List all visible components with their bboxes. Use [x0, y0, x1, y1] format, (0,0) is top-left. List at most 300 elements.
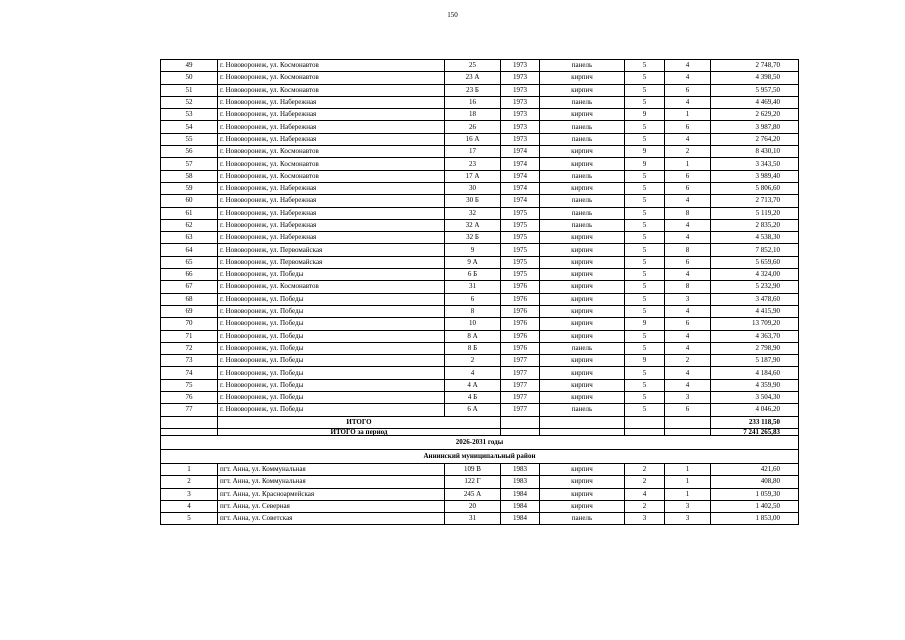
address-cell: г. Нововоронеж, ул. Набережная [218, 121, 445, 133]
address-cell: пгт. Анна, ул. Коммунальная [218, 476, 445, 488]
row-number-cell: 1 [161, 463, 218, 475]
address-cell: г. Нововоронеж, ул. Первомайская [218, 256, 445, 268]
house-number-cell: 4 [445, 367, 501, 379]
row-number-cell: 62 [161, 219, 218, 231]
table-row [161, 404, 799, 416]
material-cell: кирпич [540, 500, 625, 512]
floors-cell: 5 [625, 72, 665, 84]
address-cell: г. Нововоронеж, ул. Победы [218, 330, 445, 342]
year-cell: 1973 [501, 133, 540, 145]
house-number-cell: 17 [445, 146, 501, 158]
table-row [161, 488, 799, 500]
table-row [161, 60, 799, 72]
entrances-cell: 1 [665, 488, 711, 500]
address-cell: г. Нововоронеж, ул. Победы [218, 293, 445, 305]
area-cell: 5 806,60 [711, 182, 799, 194]
house-number-cell: 122 Г [445, 476, 501, 488]
house-number-cell: 6 Б [445, 269, 501, 281]
material-cell: кирпич [540, 379, 625, 391]
table-row [161, 269, 799, 281]
total-period-row [161, 428, 799, 435]
house-number-cell: 16 А [445, 133, 501, 145]
year-cell: 1977 [501, 367, 540, 379]
row-number-cell: 71 [161, 330, 218, 342]
row-number-cell: 64 [161, 244, 218, 256]
entrances-cell: 4 [665, 133, 711, 145]
house-number-cell: 26 [445, 121, 501, 133]
year-cell: 1973 [501, 109, 540, 121]
area-cell: 5 957,50 [711, 84, 799, 96]
entrances-cell: 6 [665, 182, 711, 194]
house-number-cell: 23 Б [445, 84, 501, 96]
entrances-cell: 6 [665, 404, 711, 416]
table-row [161, 170, 799, 182]
area-cell: 3 478,60 [711, 293, 799, 305]
floors-cell: 2 [625, 463, 665, 475]
table-row [161, 219, 799, 231]
year-cell: 1974 [501, 170, 540, 182]
material-cell: панель [540, 170, 625, 182]
area-cell: 3 989,40 [711, 170, 799, 182]
entrances-cell: 6 [665, 170, 711, 182]
floors-cell: 5 [625, 182, 665, 194]
entrances-cell: 4 [665, 219, 711, 231]
area-cell: 1 059,30 [711, 488, 799, 500]
table-row [161, 96, 799, 108]
year-cell: 1977 [501, 392, 540, 404]
house-number-cell: 17 А [445, 170, 501, 182]
row-number-cell: 66 [161, 269, 218, 281]
entrances-cell: 8 [665, 207, 711, 219]
house-number-cell: 20 [445, 500, 501, 512]
material-cell: кирпич [540, 367, 625, 379]
house-number-cell: 2 [445, 355, 501, 367]
address-cell: г. Нововоронеж, ул. Набережная [218, 109, 445, 121]
material-cell: кирпич [540, 158, 625, 170]
floors-cell: 5 [625, 367, 665, 379]
floors-cell: 5 [625, 305, 665, 317]
row-number-cell: 69 [161, 305, 218, 317]
floors-cell: 4 [625, 488, 665, 500]
total-row [161, 416, 799, 428]
floors-cell: 5 [625, 342, 665, 354]
table-row [161, 72, 799, 84]
entrances-cell: 3 [665, 513, 711, 525]
year-cell: 1975 [501, 232, 540, 244]
address-cell: пгт. Анна, ул. Советская [218, 513, 445, 525]
material-cell: кирпич [540, 146, 625, 158]
material-cell: кирпич [540, 182, 625, 194]
area-cell: 2 764,20 [711, 133, 799, 145]
row-number-cell: 61 [161, 207, 218, 219]
year-cell: 1973 [501, 72, 540, 84]
house-number-cell: 23 А [445, 72, 501, 84]
address-cell: г. Нововоронеж, ул. Набережная [218, 207, 445, 219]
table-row [161, 367, 799, 379]
housing-table [160, 59, 799, 525]
material-cell: кирпич [540, 476, 625, 488]
year-cell: 1975 [501, 244, 540, 256]
row-number-cell: 68 [161, 293, 218, 305]
year-cell: 1974 [501, 182, 540, 194]
area-cell: 5 119,20 [711, 207, 799, 219]
material-cell: кирпич [540, 330, 625, 342]
year-cell: 1974 [501, 195, 540, 207]
area-cell: 5 659,60 [711, 256, 799, 268]
table-row [161, 463, 799, 475]
area-cell: 8 430,10 [711, 146, 799, 158]
address-cell: г. Нововоронеж, ул. Первомайская [218, 244, 445, 256]
area-cell: 13 709,20 [711, 318, 799, 330]
house-number-cell: 31 [445, 513, 501, 525]
address-cell: г. Нововоронеж, ул. Набережная [218, 182, 445, 194]
floors-cell: 2 [625, 476, 665, 488]
floors-cell: 5 [625, 244, 665, 256]
entrances-cell: 1 [665, 109, 711, 121]
entrances-cell: 4 [665, 269, 711, 281]
total-value: 233 118,50 [711, 416, 799, 428]
address-cell: г. Нововоронеж, ул. Набережная [218, 195, 445, 207]
table-row [161, 84, 799, 96]
page-number: 150 [447, 11, 458, 19]
address-cell: пгт. Анна, ул. Коммунальная [218, 463, 445, 475]
address-cell: г. Нововоронеж, ул. Набережная [218, 133, 445, 145]
table-row [161, 379, 799, 391]
material-cell: кирпич [540, 84, 625, 96]
floors-cell: 5 [625, 379, 665, 391]
house-number-cell: 32 [445, 207, 501, 219]
entrances-cell: 4 [665, 232, 711, 244]
floors-cell: 5 [625, 256, 665, 268]
address-cell: г. Нововоронеж, ул. Набережная [218, 232, 445, 244]
entrances-cell: 4 [665, 96, 711, 108]
floors-cell: 5 [625, 60, 665, 72]
row-number-cell: 3 [161, 488, 218, 500]
entrances-cell: 1 [665, 476, 711, 488]
row-number-cell: 50 [161, 72, 218, 84]
area-cell: 4 359,90 [711, 379, 799, 391]
row-number-cell: 5 [161, 513, 218, 525]
area-cell: 4 046,20 [711, 404, 799, 416]
entrances-cell: 2 [665, 146, 711, 158]
row-number-cell: 55 [161, 133, 218, 145]
area-cell: 2 835,20 [711, 219, 799, 231]
entrances-cell: 3 [665, 293, 711, 305]
table-row [161, 330, 799, 342]
entrances-cell: 1 [665, 158, 711, 170]
floors-cell: 9 [625, 318, 665, 330]
material-cell: панель [540, 342, 625, 354]
period-heading-row [161, 435, 799, 449]
table-row [161, 146, 799, 158]
floors-cell: 5 [625, 121, 665, 133]
address-cell: г. Нововоронеж, ул. Набережная [218, 96, 445, 108]
area-cell: 5 232,90 [711, 281, 799, 293]
floors-cell: 9 [625, 146, 665, 158]
total-label: ИТОГО [218, 416, 501, 428]
year-cell: 1977 [501, 379, 540, 391]
material-cell: панель [540, 207, 625, 219]
material-cell: кирпич [540, 281, 625, 293]
row-number-cell: 52 [161, 96, 218, 108]
table-row [161, 232, 799, 244]
row-number-cell: 73 [161, 355, 218, 367]
row-number-cell: 63 [161, 232, 218, 244]
year-cell: 1983 [501, 463, 540, 475]
address-cell: г. Нововоронеж, ул. Победы [218, 342, 445, 354]
address-cell: пгт. Анна, ул. Красноармейская [218, 488, 445, 500]
area-cell: 3 504,30 [711, 392, 799, 404]
house-number-cell: 30 [445, 182, 501, 194]
material-cell: кирпич [540, 293, 625, 305]
row-number-cell: 60 [161, 195, 218, 207]
year-cell: 1976 [501, 330, 540, 342]
row-number-cell: 76 [161, 392, 218, 404]
floors-cell: 9 [625, 109, 665, 121]
floors-cell: 9 [625, 355, 665, 367]
house-number-cell: 6 А [445, 404, 501, 416]
year-cell: 1973 [501, 96, 540, 108]
area-cell: 408,80 [711, 476, 799, 488]
year-cell: 1977 [501, 404, 540, 416]
row-number-cell: 65 [161, 256, 218, 268]
house-number-cell: 23 [445, 158, 501, 170]
table-row [161, 342, 799, 354]
floors-cell: 5 [625, 219, 665, 231]
house-number-cell: 109 В [445, 463, 501, 475]
area-cell: 1 402,50 [711, 500, 799, 512]
year-cell: 1976 [501, 318, 540, 330]
table-row [161, 207, 799, 219]
area-cell: 3 987,80 [711, 121, 799, 133]
entrances-cell: 3 [665, 500, 711, 512]
address-cell: г. Нововоронеж, ул. Космонавтов [218, 60, 445, 72]
material-cell: панель [540, 219, 625, 231]
year-cell: 1975 [501, 269, 540, 281]
material-cell: панель [540, 96, 625, 108]
area-cell: 5 187,90 [711, 355, 799, 367]
floors-cell: 5 [625, 207, 665, 219]
house-number-cell: 31 [445, 281, 501, 293]
table-row [161, 195, 799, 207]
entrances-cell: 6 [665, 84, 711, 96]
area-cell: 4 324,00 [711, 269, 799, 281]
year-cell: 1984 [501, 513, 540, 525]
entrances-cell: 6 [665, 318, 711, 330]
area-cell: 1 853,00 [711, 513, 799, 525]
address-cell: г. Нововоронеж, ул. Космонавтов [218, 158, 445, 170]
material-cell: панель [540, 133, 625, 145]
house-number-cell: 25 [445, 60, 501, 72]
floors-cell: 9 [625, 158, 665, 170]
table-row [161, 355, 799, 367]
floors-cell: 5 [625, 133, 665, 145]
entrances-cell: 4 [665, 305, 711, 317]
area-cell: 4 538,30 [711, 232, 799, 244]
entrances-cell: 1 [665, 463, 711, 475]
entrances-cell: 8 [665, 281, 711, 293]
area-cell: 4 415,90 [711, 305, 799, 317]
entrances-cell: 4 [665, 195, 711, 207]
row-number-cell: 2 [161, 476, 218, 488]
house-number-cell: 8 А [445, 330, 501, 342]
table-row [161, 109, 799, 121]
address-cell: пгт. Анна, ул. Северная [218, 500, 445, 512]
district-heading-row [161, 449, 799, 463]
year-cell: 1975 [501, 219, 540, 231]
area-cell: 3 343,50 [711, 158, 799, 170]
house-number-cell: 4 А [445, 379, 501, 391]
floors-cell: 5 [625, 330, 665, 342]
row-number-cell: 67 [161, 281, 218, 293]
material-cell: панель [540, 404, 625, 416]
house-number-cell: 9 [445, 244, 501, 256]
table-row [161, 121, 799, 133]
house-number-cell: 6 [445, 293, 501, 305]
year-cell: 1974 [501, 158, 540, 170]
year-cell: 1984 [501, 500, 540, 512]
area-cell: 7 852,10 [711, 244, 799, 256]
entrances-cell: 4 [665, 342, 711, 354]
table-row [161, 281, 799, 293]
row-number-cell: 54 [161, 121, 218, 133]
row-number-cell: 58 [161, 170, 218, 182]
house-number-cell: 8 [445, 305, 501, 317]
floors-cell: 5 [625, 392, 665, 404]
entrances-cell: 8 [665, 244, 711, 256]
address-cell: г. Нововоронеж, ул. Победы [218, 367, 445, 379]
floors-cell: 5 [625, 195, 665, 207]
material-cell: панель [540, 60, 625, 72]
year-cell: 1977 [501, 355, 540, 367]
address-cell: г. Нововоронеж, ул. Набережная [218, 219, 445, 231]
floors-cell: 2 [625, 500, 665, 512]
entrances-cell: 4 [665, 379, 711, 391]
material-cell: панель [540, 121, 625, 133]
row-number-cell: 72 [161, 342, 218, 354]
floors-cell: 5 [625, 404, 665, 416]
year-cell: 1975 [501, 256, 540, 268]
table-row [161, 500, 799, 512]
year-cell: 1984 [501, 488, 540, 500]
material-cell: кирпич [540, 305, 625, 317]
house-number-cell: 32 Б [445, 232, 501, 244]
floors-cell: 5 [625, 293, 665, 305]
area-cell: 4 469,40 [711, 96, 799, 108]
material-cell: кирпич [540, 256, 625, 268]
material-cell: кирпич [540, 355, 625, 367]
year-cell: 1976 [501, 281, 540, 293]
table-body-top [161, 60, 799, 417]
address-cell: г. Нововоронеж, ул. Победы [218, 318, 445, 330]
address-cell: г. Нововоронеж, ул. Космонавтов [218, 170, 445, 182]
address-cell: г. Нововоронеж, ул. Победы [218, 305, 445, 317]
address-cell: г. Нововоронеж, ул. Победы [218, 379, 445, 391]
table-body-bottom [161, 463, 799, 524]
entrances-cell: 4 [665, 367, 711, 379]
address-cell: г. Нововоронеж, ул. Победы [218, 355, 445, 367]
floors-cell: 5 [625, 232, 665, 244]
row-number-cell: 74 [161, 367, 218, 379]
material-cell: панель [540, 195, 625, 207]
area-cell: 2 748,70 [711, 60, 799, 72]
entrances-cell: 4 [665, 330, 711, 342]
house-number-cell: 10 [445, 318, 501, 330]
area-cell: 2 629,20 [711, 109, 799, 121]
total-period-label: ИТОГО за период [218, 428, 501, 435]
area-cell: 4 363,70 [711, 330, 799, 342]
year-cell: 1983 [501, 476, 540, 488]
entrances-cell: 2 [665, 355, 711, 367]
table-row [161, 182, 799, 194]
house-number-cell: 4 Б [445, 392, 501, 404]
floors-cell: 5 [625, 170, 665, 182]
period-heading: 2026-2031 годы [161, 435, 799, 449]
address-cell: г. Нововоронеж, ул. Космонавтов [218, 146, 445, 158]
table-row [161, 158, 799, 170]
house-number-cell: 16 [445, 96, 501, 108]
house-number-cell: 8 Б [445, 342, 501, 354]
row-number-cell: 51 [161, 84, 218, 96]
material-cell: кирпич [540, 318, 625, 330]
area-cell: 4 398,50 [711, 72, 799, 84]
year-cell: 1973 [501, 121, 540, 133]
area-cell: 2 713,70 [711, 195, 799, 207]
year-cell: 1974 [501, 146, 540, 158]
address-cell: г. Нововоронеж, ул. Космонавтов [218, 84, 445, 96]
house-number-cell: 245 А [445, 488, 501, 500]
entrances-cell: 6 [665, 256, 711, 268]
address-cell: г. Нововоронеж, ул. Победы [218, 269, 445, 281]
year-cell: 1973 [501, 84, 540, 96]
address-cell: г. Нововоронеж, ул. Победы [218, 404, 445, 416]
area-cell: 4 184,60 [711, 367, 799, 379]
material-cell: кирпич [540, 232, 625, 244]
table-row [161, 256, 799, 268]
address-cell: г. Нововоронеж, ул. Победы [218, 392, 445, 404]
entrances-cell: 4 [665, 72, 711, 84]
material-cell: панель [540, 513, 625, 525]
year-cell: 1975 [501, 207, 540, 219]
area-cell: 2 798,90 [711, 342, 799, 354]
table-row [161, 392, 799, 404]
row-number-cell: 57 [161, 158, 218, 170]
material-cell: кирпич [540, 244, 625, 256]
row-number-cell: 70 [161, 318, 218, 330]
year-cell: 1976 [501, 342, 540, 354]
material-cell: кирпич [540, 488, 625, 500]
address-cell: г. Нововоронеж, ул. Космонавтов [218, 72, 445, 84]
row-number-cell: 59 [161, 182, 218, 194]
entrances-cell: 3 [665, 392, 711, 404]
house-number-cell: 18 [445, 109, 501, 121]
table-row [161, 133, 799, 145]
floors-cell: 5 [625, 96, 665, 108]
table-row [161, 513, 799, 525]
year-cell: 1976 [501, 305, 540, 317]
address-cell: г. Нововоронеж, ул. Космонавтов [218, 281, 445, 293]
table-row [161, 476, 799, 488]
table-row [161, 305, 799, 317]
material-cell: кирпич [540, 392, 625, 404]
year-cell: 1976 [501, 293, 540, 305]
house-number-cell: 9 А [445, 256, 501, 268]
entrances-cell: 6 [665, 121, 711, 133]
row-number-cell: 75 [161, 379, 218, 391]
total-period-value: 7 241 265,83 [711, 428, 799, 435]
material-cell: кирпич [540, 463, 625, 475]
table-row [161, 318, 799, 330]
